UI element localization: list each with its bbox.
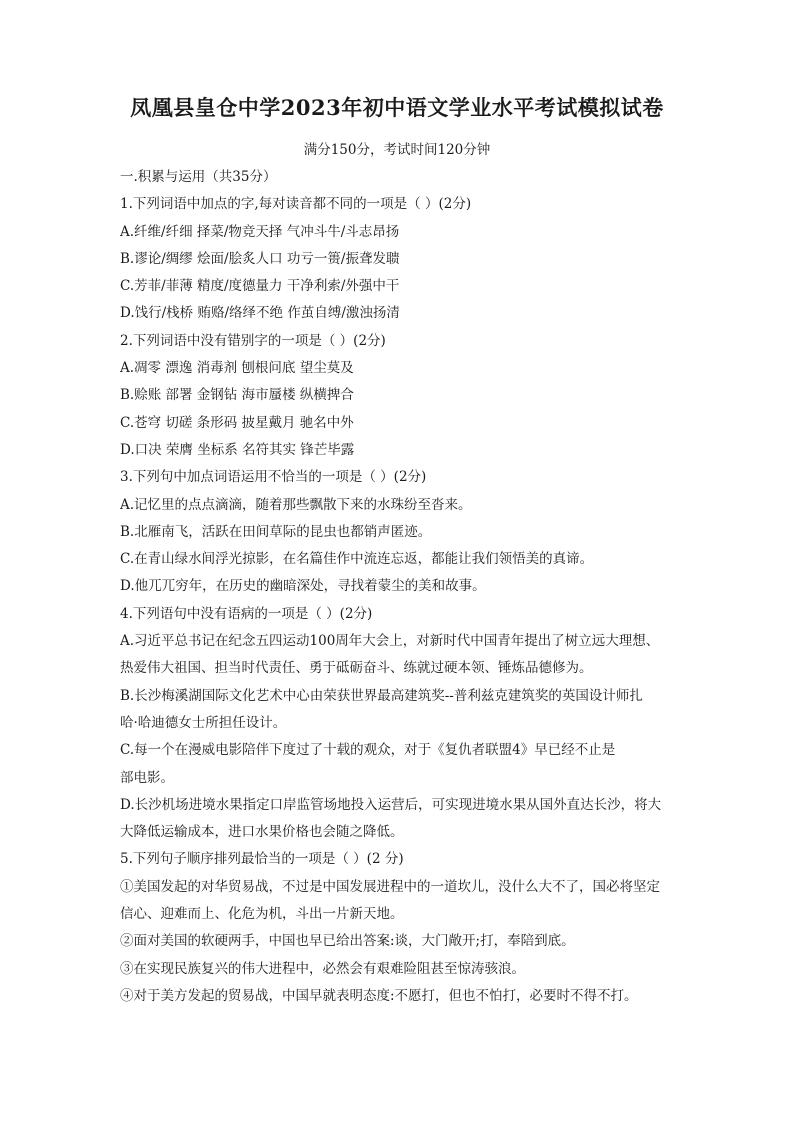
question-3-stem: 3.下列句中加点词语运用不恰当的一项是（ ）(2分) — [120, 469, 427, 486]
question-4-option-a-line1: A.习近平总书记在纪念五四运动100周年大会上，对新时代中国青年提出了树立远大理想、 — [120, 633, 660, 650]
question-4-option-c-line1: C.每一个在漫威电影陪伴下度过了十载的观众，对于《复仇者联盟4》早已经不止是 — [120, 742, 616, 759]
question-4-option-d-line2: 大降低运输成本，进口水果价格也会随之降低。 — [120, 824, 404, 841]
question-1-option-c: C.芳菲/菲薄 精度/度德量力 干净利索/外强中干 — [120, 278, 400, 295]
exam-body — [120, 164, 695, 1010]
question-4-option-b-line2: 哈·哈迪德女士所担任设计。 — [120, 714, 287, 731]
question-1-stem: 1.下列词语中加点的字,每对读音都不同的一项是（ ）(2分) — [120, 196, 472, 213]
question-5-sentence-1-line2: 信心、迎难而上、化危为机，斗出一片新天地。 — [120, 906, 404, 923]
exam-subtitle: 满分150分，考试时间120分钟 — [303, 142, 491, 158]
question-2-option-a: A.凋零 漂逸 消毒剂 刨根问底 望尘莫及 — [120, 360, 354, 377]
question-3-option-b: B.北雁南飞，活跃在田间草际的昆虫也都销声匿迹。 — [120, 523, 432, 540]
question-5-sentence-4: ④对于美方发起的贸易战，中国早就表明态度:不愿打，但也不怕打，必要时不得不打。 — [120, 987, 638, 1004]
question-5-stem: 5.下列句子顺序排列最恰当的一项是（ ）(2 分) — [120, 851, 404, 868]
question-1-option-d: D.饯行/栈桥 贿赂/络绎不绝 作茧自缚/激浊扬清 — [120, 305, 400, 322]
question-2-option-d: D.口决 荣膺 坐标系 名符其实 锋芒毕露 — [120, 441, 355, 458]
question-5-sentence-2: ②面对美国的软硬两手，中国也早已给出答案:谈，大门敞开;打，奉陪到底。 — [120, 933, 575, 950]
question-3-option-d: D.他兀兀穷年，在历史的幽暗深处，寻找着蒙尘的美和故事。 — [120, 578, 486, 595]
question-1-option-b: B.谬论/绸缪 烩面/脍炙人口 功亏一篑/振聋发聩 — [120, 250, 400, 267]
question-4-option-d-line1: D.长沙机场进境水果指定口岸监管场地投入运营后，可实现进境水果从国外直达长沙，将大 — [120, 796, 662, 813]
question-4-option-c-line2: 部电影。 — [120, 769, 174, 786]
exam-title: 凤凰县皇仓中学2023年初中语文学业水平考试模拟试卷 — [130, 95, 664, 120]
question-5-sentence-3: ③在实现民族复兴的伟大进程中，必然会有艰难险阻甚至惊涛骇浪。 — [120, 960, 525, 977]
question-2-stem: 2.下列词语中没有错别字的一项是（ ）(2分) — [120, 332, 386, 349]
section-heading: 一.积累与运用（共35分） — [120, 169, 277, 185]
question-4-option-b-line1: B.长沙梅溪湖国际文化艺术中心由荣获世界最高建筑奖--普利兹克建筑奖的英国设计师扎 — [120, 687, 643, 704]
question-2-option-c: C.苍穹 切磋 条形码 披星戴月 驰名中外 — [120, 414, 354, 431]
question-1-option-a: A.纤维/纤细 择菜/物竞天择 气冲斗牛/斗志昂扬 — [120, 223, 400, 240]
question-4-option-a-line2: 热爱伟大祖国、担当时代责任、勇于砥砺奋斗、练就过硬本领、锤炼品德修为。 — [120, 660, 593, 677]
question-3-option-c: C.在青山绿水间浮光掠影，在名篇佳作中流连忘返，都能让我们领悟美的真谛。 — [120, 551, 594, 568]
question-2-option-b: B.赊账 部署 金钢钻 海市蜃楼 纵横捭合 — [120, 387, 354, 404]
question-3-option-a: A.记忆里的点点滴滴，随着那些飘散下来的水珠纷至沓来。 — [120, 496, 472, 513]
question-4-stem: 4.下列语句中没有语病的一项是（ ）(2分) — [120, 605, 373, 622]
question-5-sentence-1-line1: ①美国发起的对华贸易战，不过是中国发展进程中的一道坎儿，没什么大不了，国必将坚定 — [120, 878, 660, 895]
